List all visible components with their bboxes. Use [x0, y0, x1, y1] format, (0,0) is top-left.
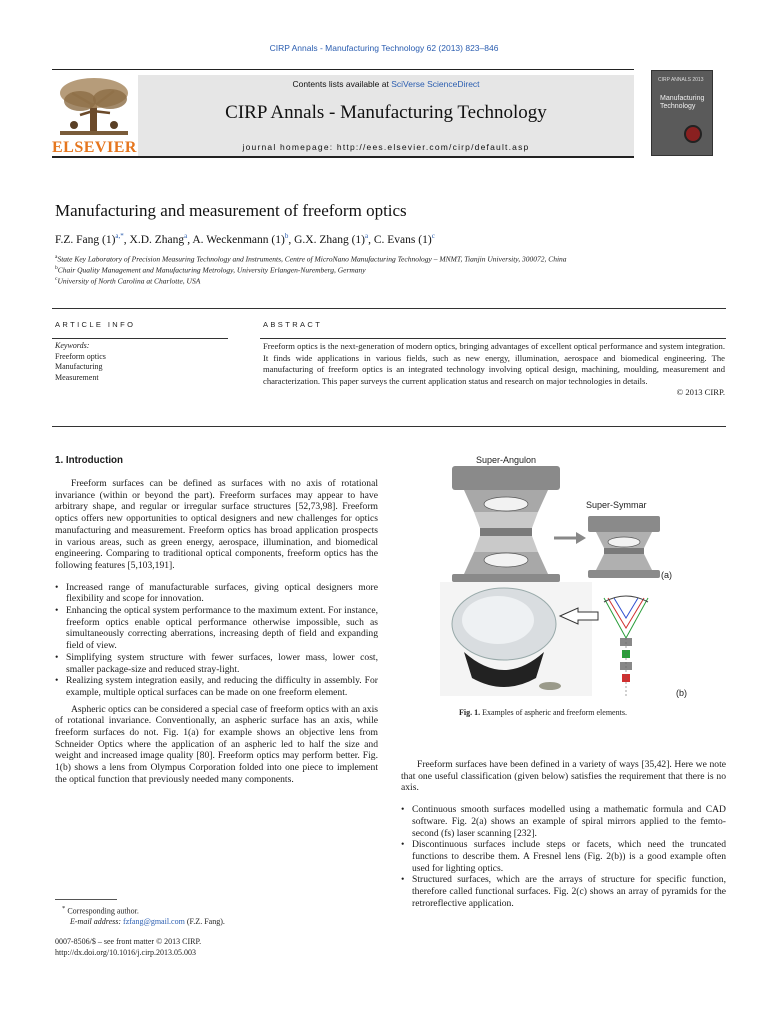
tree-icon	[52, 75, 136, 139]
left-column	[55, 478, 378, 786]
list-item: • Discontinuous surfaces include steps or facets, which need the truncated functions to describe them. A Fresnel lens (Fig. 2(b)) is a good example often used for lighting optics.	[401, 839, 726, 874]
journal-homepage[interactable]: journal homepage: http://ees.elsevier.com/cirp/default.asp	[242, 142, 530, 152]
journal-cover-thumbnail[interactable]	[651, 70, 713, 156]
abstract-rule	[260, 338, 726, 339]
footnote: * Corresponding author. E-mail address: fzfang@gmail.com (F.Z. Fang).	[62, 905, 225, 927]
figure-label-super-angulon: Super-Angulon	[476, 455, 537, 465]
intro-paragraph-1: Freeform surfaces can be defined as surfaces with no axis of rotational invariance (within or beyond the part). Freeform surfaces may appear to have arbitrary shape, and regular or irregular surface structures [52,73,98]. Freeform optics offers new opportunities to optical designers and new challenges for optics manufacturing and measurement. Freeform optics has broad application prospects in various areas, such as green energy, aerospace, illumination, and biomedical engineering. Comparing to traditional optical components, freeform optics has the following features [5,103,191].	[55, 478, 378, 571]
cover-seal-icon	[684, 125, 702, 143]
feature-list	[55, 582, 378, 699]
right-column	[401, 759, 726, 909]
publisher-name: ELSEVIER	[52, 139, 137, 156]
list-item: • Realizing system integration easily, and reducing the difficulty in assembly. For example, multiple optical surfaces can be made on one freeform element.	[55, 675, 378, 698]
section-heading-introduction: 1. Introduction	[55, 455, 124, 466]
surface-classification-list	[401, 804, 726, 909]
cover-top-text: CIRP ANNALS 2013	[658, 77, 704, 83]
banner-rule	[52, 156, 634, 158]
affiliation-c: $^c$University of North Carolina at Charlotte, USA	[55, 276, 201, 286]
figure-label-b: (b)	[676, 688, 687, 698]
figure-label-super-symmar: Super-Symmar	[586, 500, 647, 510]
abstract-heading: ABSTRACT	[263, 320, 323, 329]
abstract-text: Freeform optics is the next-generation of modern optics, bringing advantages of excellent optical performance and system integration. It finds wide applications in various fields, such as new energy, illumination, aerospace and biomedical engineering. The manufacturing of freeform optics is an integrated technology involving optical design, machining, moulding, measurement and characterization. This paper surveys the current application status and research on major technologies in details. © 2013 CIRP.	[263, 341, 725, 397]
section-divider	[52, 308, 726, 309]
footnote-rule	[55, 899, 117, 900]
author-list: F.Z. Fang $(1)^{a,*}$, X.D. Zhang$^a$, A. Weckenmann $(1)^b$, G.X. Zhang $(1)^a$, C. Evans $(1)^c$	[55, 232, 435, 246]
journal-title: CIRP Annals - Manufacturing Technology	[225, 102, 547, 123]
elsevier-logo[interactable]	[52, 75, 136, 157]
abstract-copyright: © 2013 CIRP.	[676, 387, 725, 397]
running-header[interactable]: CIRP Annals - Manufacturing Technology 62 (2013) 823–846	[269, 43, 499, 53]
affiliation-a: $^a$State Key Laboratory of Precision Measuring Technology and Instruments, Centre of MicroNano Manufacturing Technology – MNMT, Tianjin University, 300072, China	[55, 254, 567, 264]
lens-illustration	[438, 452, 690, 702]
list-item: • Enhancing the optical system performance to the maximum extent. For instance, freeform optics enable optical performance otherwise impossible, such as simultaneously correcting aberrations, increasing depth of field and expanding field of view.	[55, 605, 378, 652]
list-item: • Structured surfaces, which are the arrays of structure for specific function, therefore called functional surfaces. Fig. 2(c) shows an array of pyramids for the retroreflective application.	[401, 874, 726, 909]
cover-title: Manufacturing Technology	[660, 95, 705, 110]
journal-banner	[138, 75, 634, 156]
intro-paragraph-3: Freeform surfaces have been defined in a variety of ways [35,42]. Here we note that one useful classification (given below) satisfies the requirement that there is no axis.	[401, 759, 726, 794]
list-item: • Simplifying system structure with fewer surfaces, lower mass, lower cost, smaller package-size and reduced stray-light.	[55, 652, 378, 675]
abstract-end-rule	[52, 426, 726, 427]
header-rule	[52, 69, 634, 70]
affiliation-b: $^b$Chair Quality Management and Manufacturing Metrology, University Erlangen-Nuremberg, Germany	[55, 265, 366, 275]
keywords-block: Keywords: Freeform optics Manufacturing Measurement	[55, 341, 106, 382]
issn-line: 0007-8506/$ – see front matter © 2013 CIRP.	[55, 937, 202, 946]
keyword: Measurement	[55, 372, 99, 382]
figure-1	[438, 452, 690, 702]
intro-paragraph-2: Aspheric optics can be considered a special case of freeform optics with an axis of rotational invariance. Conventionally, an aspheric surface has an axis, while freeform surfaces do not. Fig. 1(a) for example shows an objective lens from Schneider Optics where the application of an aspheric led to half the size and weight and increased image quality [80]. Freeform optics may perform better. Fig. 1(b) shows a lens from Olympus Corporation folded into one piece to implement the optical function that previously needed many components.	[55, 703, 378, 785]
article-title: Manufacturing and measurement of freeform optics	[55, 201, 407, 220]
list-item: • Continuous smooth surfaces modelled using a mathematic formula and CAD software. Fig. 2(a) shows an example of spiral mirrors applied to the femto-second (fs) laser scanning [232].	[401, 804, 726, 839]
author-email-link[interactable]: fzfang@gmail.com	[123, 917, 185, 927]
keyword: Manufacturing	[55, 362, 103, 371]
article-info-rule	[52, 338, 228, 339]
list-item: • Increased range of manufacturable surfaces, giving optical designers more flexibility and scope for innovation.	[55, 582, 378, 605]
contents-line: Contents lists available at SciVerse ScienceDirect	[292, 79, 480, 89]
figure-1-caption: Fig. 1. Examples of aspheric and freeform elements.	[459, 708, 627, 717]
article-info-heading: ARTICLE INFO	[55, 320, 136, 329]
sciencedirect-link[interactable]: SciVerse ScienceDirect	[391, 79, 480, 89]
keyword: Freeform optics	[55, 351, 106, 361]
doi-link[interactable]: http://dx.doi.org/10.1016/j.cirp.2013.05.003	[55, 948, 196, 957]
figure-label-a: (a)	[661, 570, 672, 580]
